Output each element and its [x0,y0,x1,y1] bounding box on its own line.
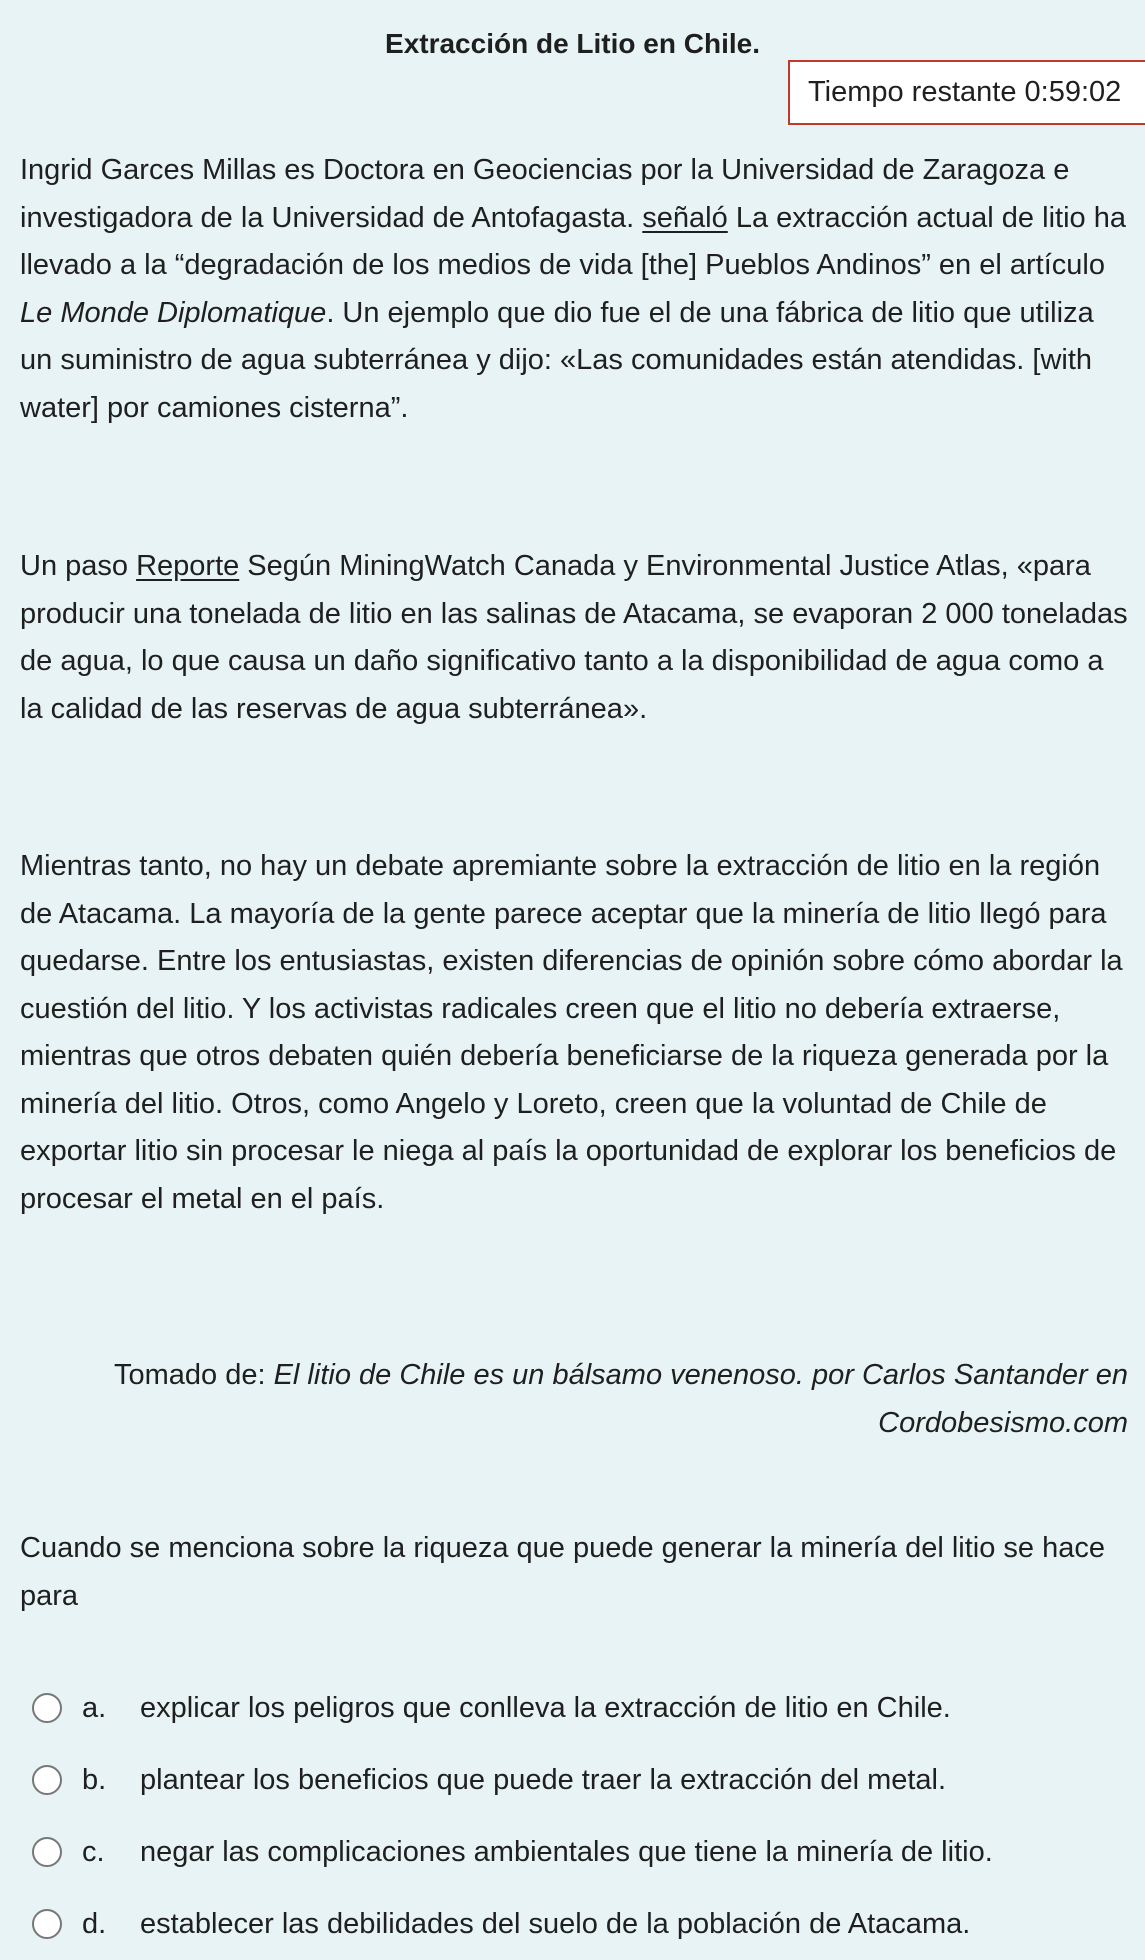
radio-button-a[interactable] [32,1693,62,1723]
link-reporte[interactable]: Reporte [136,550,240,582]
option-a[interactable] [32,1672,1132,1744]
option-b[interactable] [32,1744,1132,1816]
answer-options [32,1672,1132,1960]
option-text: explicar los peligros que conlleva la extracción de litio en Chile. [140,1691,951,1724]
passage-text: . Un ejemplo que dio fue el de una fábrica de litio que utiliza un suministro de agua subterránea y dijo: «Las comunidades están atendidas. [with water] por camiones cisterna”. [20,296,1094,424]
passage-text: Ingrid Garces Millas es Doctora en Geociencias por la Universidad de Zaragoza e investigadora de la Universidad de Antofagasta. [20,154,1070,234]
timer-label: Tiempo restante [808,76,1017,108]
publication-name: Le Monde Diplomatique [20,296,327,329]
page-title: Extracción de Litio en Chile. [385,28,760,59]
option-letter: d. [82,1907,107,1940]
link-senalo[interactable]: señaló [642,201,728,234]
question-text: Cuando se menciona sobre la riqueza que puede generar la minería del litio se hace para [20,1532,1105,1612]
source-citation [28,1352,1128,1447]
option-text: establecer las debilidades del suelo de la población de Atacama. [140,1907,971,1940]
passage-paragraph-1 [20,147,1130,432]
passage-paragraph-2 [20,543,1130,733]
source-prefix: Tomado de: [113,1359,274,1391]
option-text: negar las complicaciones ambientales que tiene la minería de litio. [140,1835,993,1868]
radio-button-c[interactable] [32,1837,62,1867]
time-remaining-box [788,60,1145,125]
option-letter: a. [82,1691,107,1724]
option-letter: b. [82,1763,107,1796]
option-d[interactable] [32,1888,1132,1960]
passage-text: Un paso [20,550,137,582]
option-text: plantear los beneficios que puede traer la extracción del metal. [140,1763,947,1796]
passage-text: Según MiningWatch Canada y Environmental Justice Atlas, «para producir una tonelada de litio en las salinas de Atacama, se evaporan 2 000 toneladas de agua, lo que causa un daño significativo tanto a la disponibilidad de agua como a la calidad de las reservas de agua subterránea». [20,550,1128,725]
passage-text: La extracción actual de litio ha llevado a la “degradación de los medios de vida [the] Pueblos Andinos” en el artículo [20,201,1126,281]
passage-paragraph-3: Mientras tanto, no hay un debate apremiante sobre la extracción de litio en la región de Atacama. La mayoría de la gente parece aceptar que la minería de litio llegó para quedarse. Entre los entusiastas, existen diferencias de opinión sobre cómo abordar la cuestión del litio. Y los activistas radicales creen que el litio no debería extraerse, mientras que otros debaten quién debería beneficiarse de la riqueza generada por la minería del litio. Otros, como Angelo y Loreto, creen que la voluntad de Chile de exportar litio sin procesar le niega al país la oportunidad de explorar los beneficios de procesar el metal en el país. [20,850,1123,1215]
radio-button-b[interactable] [32,1765,62,1795]
source-title: El litio de Chile es un bálsamo venenoso. por Carlos Santander en Cordobesismo.com [273,1359,1128,1439]
option-letter: c. [82,1835,105,1868]
radio-button-d[interactable] [32,1909,62,1939]
timer-value: 0:59:02 [1024,76,1122,108]
option-c[interactable] [32,1816,1132,1888]
